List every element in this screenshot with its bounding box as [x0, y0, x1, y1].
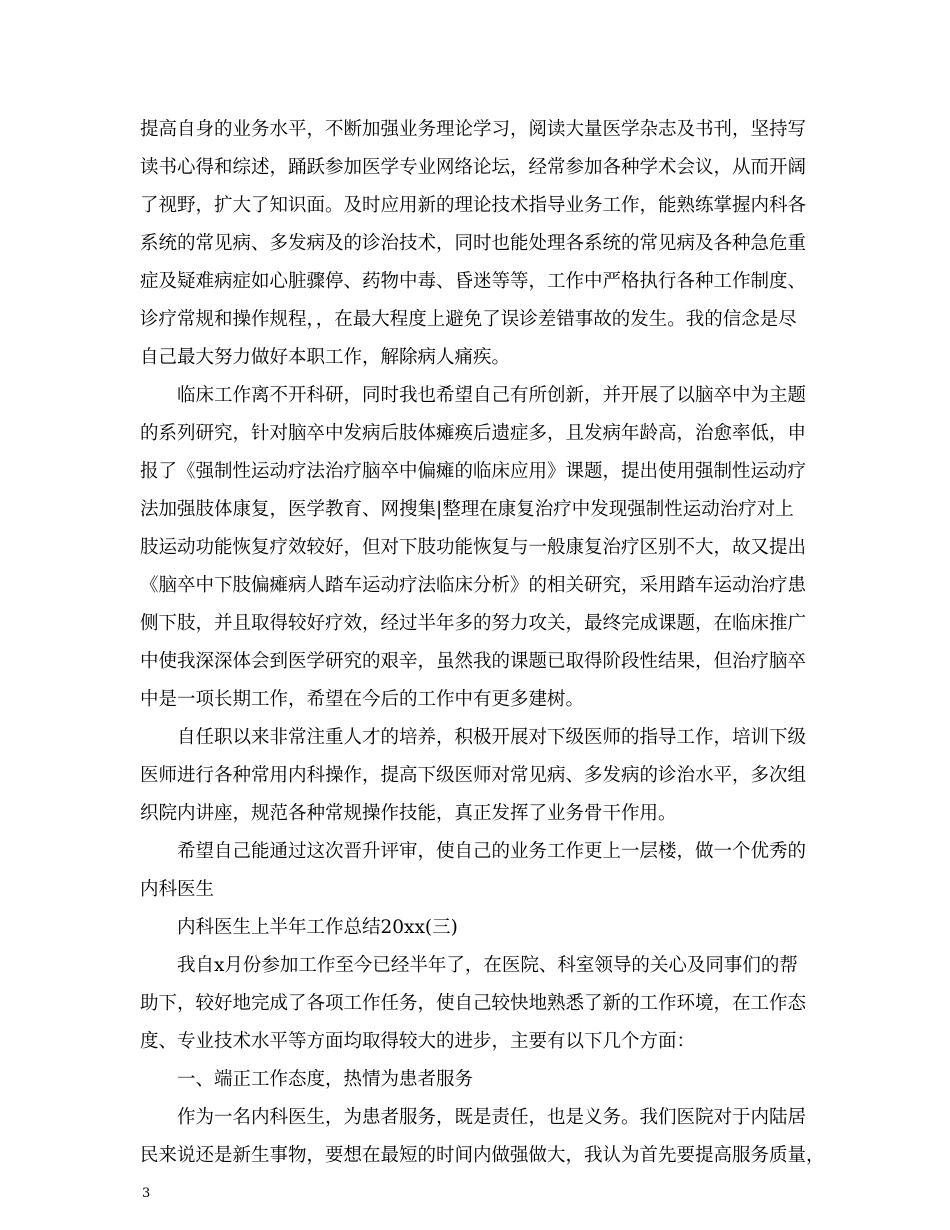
paragraph-first-line: 希望自己能通过这次晋升评审，使自己的业务工作更上一层楼，做一个优秀的 [177, 841, 807, 862]
text-line: 了视野，扩大了知识面。及时应用新的理论技术指导业务工作，能熟练掌握内科各 [140, 195, 807, 216]
section-heading: 内科医生上半年工作总结20xx(三) [177, 917, 458, 938]
text-line: 度、专业技术水平等方面均取得较大的进步，主要有以下几个方面： [140, 1031, 696, 1052]
paragraph-first-line: 作为一名内科医生，为患者服务，既是责任，也是义务。我们医院对于内陆居 [177, 1107, 807, 1128]
text-line: 助下，较好地完成了各项工作任务，使自己较快地熟悉了新的工作环境，在工作态 [140, 993, 807, 1014]
text-line: 内科医生 [140, 879, 215, 900]
text-line: 医师进行各种常用内科操作，提高下级医师对常见病、多发病的诊治水平，多次组 [140, 765, 807, 786]
page-number: 3 [142, 1186, 151, 1201]
text-line: 《脑卒中下肢偏瘫病人踏车运动疗法临床分析》的相关研究，采用踏车运动治疗患 [140, 575, 807, 596]
text-line: 肢运动功能恢复疗效较好，但对下肢功能恢复与一般康复治疗区别不大，故又提出 [140, 537, 807, 558]
paragraph-first-line: 临床工作离不开科研，同时我也希望自己有所创新，并开展了以脑卒中为主题 [177, 385, 807, 406]
subsection-heading: 一、端正工作态度，热情为患者服务 [177, 1069, 474, 1090]
text-line: 诊疗常规和操作规程，，在最大程度上避免了误诊差错事故的发生。我的信念是尽 [140, 309, 797, 330]
text-line: 读书心得和综述，踊跃参加医学专业网络论坛，经常参加各种学术会议，从而开阔 [140, 157, 807, 178]
text-line: 中使我深深体会到医学研究的艰辛，虽然我的课题已取得阶段性结果，但治疗脑卒 [140, 651, 807, 672]
text-line: 法加强肢体康复，医学教育、网搜集|整理在康复治疗中发现强制性运动治疗对上 [140, 499, 794, 520]
paragraph-first-line: 我自x月份参加工作至今已经半年了，在医院、科室领导的关心及同事们的帮 [177, 955, 798, 976]
text-line: 系统的常见病、多发病及的诊治技术，同时也能处理各系统的常见病及各种急危重 [140, 233, 807, 254]
text-line: 中是一项长期工作，希望在今后的工作中有更多建树。 [140, 689, 585, 710]
text-line: 侧下肢，并且取得较好疗效，经过半年多的努力攻关，最终完成课题，在临床推广 [140, 613, 807, 634]
text-line: 提高自身的业务水平，不断加强业务理论学习，阅读大量医学杂志及书刊，坚持写 [140, 119, 807, 140]
text-line: 报了《强制性运动疗法治疗脑卒中偏瘫的临床应用》课题，提出使用强制性运动疗 [140, 461, 807, 482]
text-line: 民来说还是新生事物，要想在最短的时间内做强做大，我认为首先要提高服务质量， [140, 1145, 825, 1166]
text-line: 自己最大努力做好本职工作，解除病人痛疾。 [140, 347, 511, 368]
text-line: 症及疑难病症如心脏骤停、药物中毒、昏迷等等，工作中严格执行各种工作制度、 [140, 271, 807, 292]
text-line: 的系列研究，针对脑卒中发病后肢体瘫痪后遗症多，且发病年龄高，治愈率低，申 [140, 423, 807, 444]
paragraph-first-line: 自任职以来非常注重人才的培养，积极开展对下级医师的指导工作，培训下级 [177, 727, 807, 748]
text-line: 织院内讲座，规范各种常规操作技能，真正发挥了业务骨干作用。 [140, 803, 677, 824]
